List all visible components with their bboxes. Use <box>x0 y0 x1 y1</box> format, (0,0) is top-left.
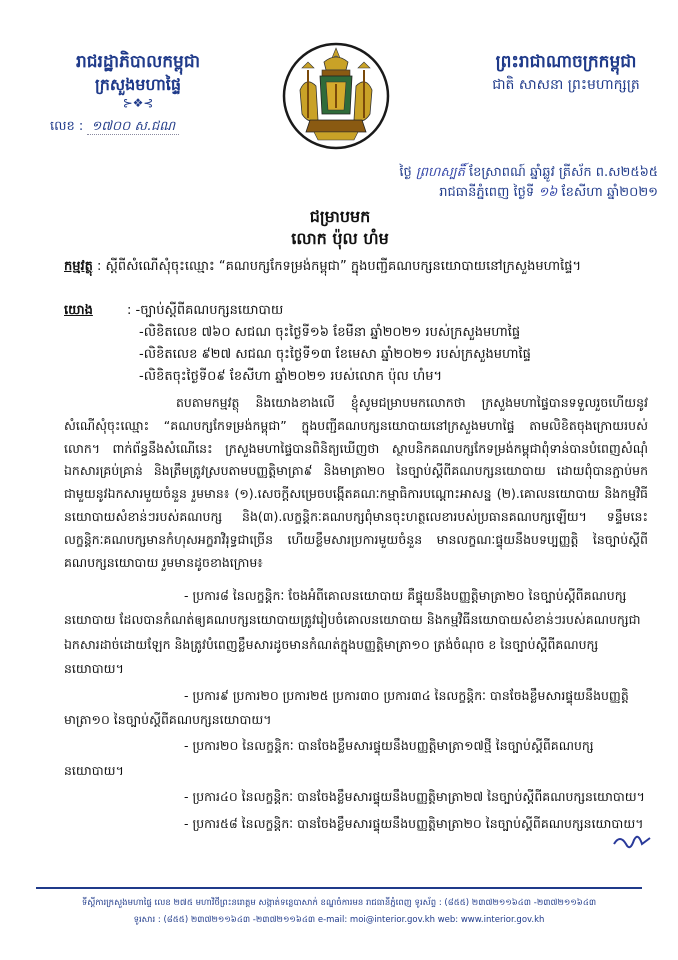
footer-contact <box>36 895 642 929</box>
article-item: - ប្រការ៩ ប្រការ២០ ប្រការ២៥ ប្រការ៣០ ប្រការ៣៤ នៃលក្ខន្តិកៈ បានចែងខ្លឹមសារផ្ទុយនឹងបញ្ញត្តិមាត្រា១០ នៃច្បាប់ស្តីពីគណបក្សនយោបាយ។ <box>64 687 629 728</box>
footer-fax-email: ទូរសារ : (៨៥៥) ២៣៧២១១៦៤៣ -២៣៧២១១៦៤៣ e-mail: moi@interior.gov.kh web: www.interior.gov.kh <box>133 915 545 925</box>
issuer-block <box>38 50 238 110</box>
body-paragraph: តបតាមកម្មវត្ថុ និងយោងខាងលើ ខ្ញុំសូមជម្រាបមកលោកថា ក្រសួងមហាផ្ទៃបានទទួលរួចហើយនូវសំណើសុំចុះឈ្មោះ “គណបក្សកែទម្រង់កម្ពុជា” ក្នុងបញ្ជីគណបក្សនយោបាយនៅក្រសួងមហាផ្ទៃ តាមលិខិតចុងក្រោយរបស់លោក។ ពាក់ព័ន្ធនឹងសំណើនេះ ក្រសួងមហាផ្ទៃបានពិនិត្យឃើញថា ស្ថាបនិកគណបក្សកែទម្រង់កម្ពុជាពុំទាន់បានបំពេញសំណុំឯកសារគ្រប់គ្រាន់ និងត្រឹមត្រូវស្របតាមបញ្ញត្តិមាត្រា៩ និងមាត្រា២០ នៃច្បាប់ស្តីពីគណបក្សនយោបាយ ដោយពុំបានភ្ជាប់មកជាមួយនូវឯកសារមួយចំនួន រួមមាន៖ (១).សេចក្តីសម្រេចបង្កើតគណៈកម្មាធិការបណ្តោះអាសន្ន (២).គោលនយោបាយ និងកម្មវិធីនយោបាយសំខាន់ៗរបស់គណបក្ស និង(៣).លក្ខន្តិកៈគណបក្សពុំមានចុះហត្ថលេខារបស់ប្រធានគណបក្សឡើយ។ ទន្ទឹមនេះ លក្ខន្តិកៈគណបក្សមានកំហុសអក្ខរាវិរុទ្ធជាច្រើន ហើយខ្លឹមសារប្រការមួយចំនួន មានលក្ខណៈផ្ទុយនឹងបទប្បញ្ញត្តិ នៃច្បាប់ស្តីពីគណបក្សនយោបាយ រួមមានដូចខាងក្រោម៖ <box>64 395 648 570</box>
document-number <box>50 118 179 137</box>
article-item: - ប្រការ៨ នៃលក្ខន្តិកៈ ចែងអំពីគោលនយោបាយ គឺផ្ទុយនឹងបញ្ញត្តិមាត្រា២០ នៃច្បាប់ស្តីពីគណបក្សនយោបាយ ដែលបានកំណត់ឲ្យគណបក្សនយោបាយត្រូវរៀបចំគោលនយោបាយ និងកម្មវិធីនយោបាយសំខាន់ៗរបស់គណបក្សជាឯកសារដាច់ដោយឡែក និងត្រូវបំពេញខ្លឹមសារដូចមានកំណត់ក្នុងបញ្ញត្តិមាត្រា១០ ត្រង់ចំណុច ខ នៃច្បាប់ស្តីពីគណបក្សនយោបាយ។ <box>64 588 641 677</box>
references-block <box>64 300 644 388</box>
ministry-name: ក្រសួងមហាផ្ទៃ <box>94 75 181 94</box>
government-name: រាជរដ្ឋាភិបាលកម្ពុជា <box>75 52 201 72</box>
solar-date-prefix: រាជធានីភ្នំពេញ ថ្ងៃទី <box>439 185 535 200</box>
article-item: - ប្រការ២០ នៃលក្ខន្តិកៈ បានចែងខ្លឹមសារផ្ទុយនឹងបញ្ញត្តិមាត្រា១៧ថ្មី នៃច្បាប់ស្តីពីគណបក្សនយោបាយ។ <box>64 738 594 778</box>
lunar-date <box>358 164 658 182</box>
document-number-label: លេខ : <box>50 119 84 134</box>
recipient-name: លោក ប៉ុល ហំម <box>291 229 389 248</box>
reference-item: -លិខិតលេខ ៧៦០ សជណ ចុះថ្ងៃទី១៦ ខែមីនា ឆ្នាំ២០២១ របស់ក្រសួងមហាផ្ទៃ <box>139 325 521 340</box>
solar-date-handwritten: ១៦ <box>538 185 558 200</box>
national-motto: ជាតិ សាសនា ព្រះមហាក្សត្រ <box>492 77 640 93</box>
article-item: - ប្រការ៥៨ នៃលក្ខន្តិកៈ បានចែងខ្លឹមសារផ្ទុយនឹងបញ្ញត្តិមាត្រា២០ នៃច្បាប់ស្តីពីគណបក្សនយោបាយ។ <box>184 815 644 831</box>
royal-emblem-icon <box>280 40 392 150</box>
subject-text: : ស្តីពីសំណើសុំចុះឈ្មោះ “គណបក្សកែទម្រង់កម្ពុជា” ក្នុងបញ្ជីគណបក្សនយោបាយនៅក្រសួងមហាផ្ទៃ។ <box>97 259 582 274</box>
kingdom-name: ព្រះរាជាណាចក្រកម្ពុជា <box>495 52 637 72</box>
solar-date-rest: ខែសីហា ឆ្នាំ២០២១ <box>561 185 658 200</box>
recipient-block <box>190 206 490 250</box>
handwritten-initial-icon <box>612 830 652 854</box>
lunar-date-rest: ខែស្រាពណ៍ ឆ្នាំឆ្លូវ ត្រីស័ក ព.ស២៥៦៥ <box>469 165 658 180</box>
kingdom-header <box>466 50 666 96</box>
subject-label: កម្មវត្ថុ <box>64 259 93 274</box>
reference-label: យោង <box>64 303 93 318</box>
footer-divider <box>36 887 642 889</box>
article-item: - ប្រការ៤០ នៃលក្ខន្តិកៈ បានចែងខ្លឹមសារផ្ទុយនឹងបញ្ញត្តិមាត្រា២៧ នៃច្បាប់ស្តីពីគណបក្សនយោបាយ។ <box>184 789 645 805</box>
reference-item: -លិខិតលេខ ៩២៧ សជណ ចុះថ្ងៃទី១៣ ខែមេសា ឆ្នាំ២០២១ របស់ក្រសួងមហាផ្ទៃ <box>139 347 531 362</box>
footer-address: ទីស្តីការក្រសួងមហាផ្ទៃ លេខ ២៧៥ មហាវិថីព្រះនរោត្តម សង្កាត់ទន្លេបាសាក់ ខណ្ឌចំការមន រាជធានីភ្នំពេញ ទូរស័ព្ទ : (៨៥៥) ២៣៧២១១៦៤៣ -២៣៧២១១៦៤៣ <box>81 898 597 908</box>
subject-line <box>64 256 644 277</box>
reference-item: -លិខិតចុះថ្ងៃទី០៩ ខែសីហា ឆ្នាំ២០២១ របស់លោក ប៉ុល ហំម។ <box>139 369 443 384</box>
document-number-value: ១៧០០ ស.ជណ <box>87 119 179 135</box>
solar-date <box>358 184 658 202</box>
reference-item: : -ច្បាប់ស្តីពីគណបក្សនយោបាយ <box>127 303 284 318</box>
letter-body <box>64 392 648 574</box>
lunar-date-prefix: ថ្ងៃ <box>399 165 412 180</box>
lunar-date-handwritten: ព្រហស្បតិ៍ <box>415 165 465 180</box>
articles-list <box>64 584 648 836</box>
salutation: ជម្រាបមក <box>309 207 371 226</box>
ornament-divider-icon: ⊱❖⊰ <box>122 96 154 110</box>
